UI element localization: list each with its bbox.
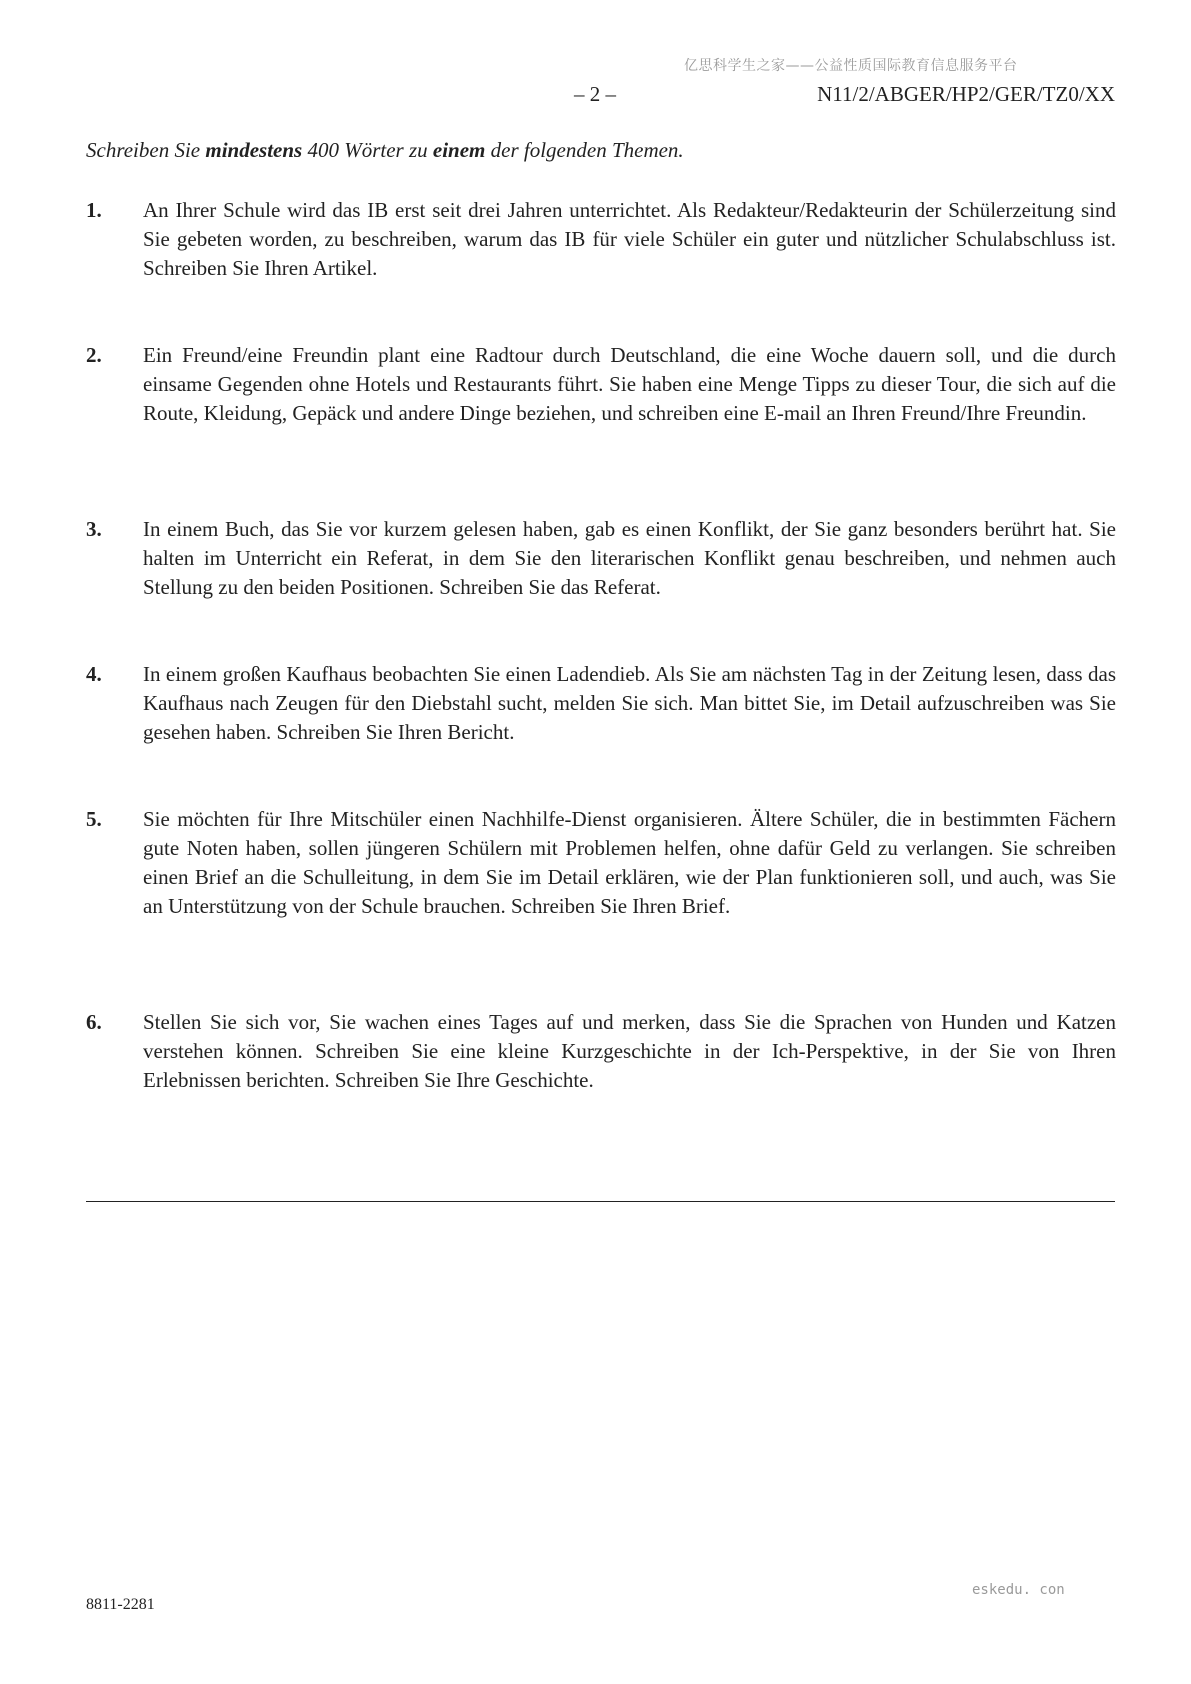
- header-watermark: 亿思科学生之家——公益性质国际教育信息服务平台: [684, 58, 1018, 74]
- question-number: 2.: [86, 343, 102, 367]
- instructions-emphasis: einem: [432, 138, 486, 162]
- question-4: [86, 660, 1116, 747]
- footer-watermark: eskedu. con: [972, 1582, 1065, 1598]
- instructions-emphasis: mindestens: [205, 138, 303, 162]
- instructions-text: Schreiben Sie: [86, 138, 206, 162]
- question-number: 1.: [86, 198, 102, 222]
- question-text: In einem großen Kaufhaus beobachten Sie einen Ladendieb. Als Sie am nächsten Tag in der Zeitung lesen, dass das Kaufhaus nach Zeugen für den Diebstahl sucht, melden Sie sich. Man bittet Sie, im Detail aufzuschreiben was Sie gesehen haben. Schreiben Sie Ihren Bericht.: [143, 662, 1116, 744]
- question-text: In einem Buch, das Sie vor kurzem gelesen haben, gab es einen Konflikt, der Sie ganz besonders berührt hat. Sie halten im Unterricht ein Referat, in dem Sie den literarischen Konflikt genau beschreiben, und nehmen auch Stellung zu den beiden Positionen. Schreiben Sie das Referat.: [143, 517, 1116, 599]
- question-text: Sie möchten für Ihre Mitschüler einen Nachhilfe-Dienst organisieren. Ältere Schüler, die in bestimmten Fächern gute Noten haben, sollen jüngeren Schülern mit Problemen helfen, ohne dafür Geld zu verlangen. Sie schreiben einen Brief an die Schulleitung, in dem Sie im Detail erklären, wie der Plan funktionieren soll, und auch, was Sie an Unterstützung von der Schule brauchen. Schreiben Sie Ihren Brief.: [143, 807, 1116, 918]
- question-text: An Ihrer Schule wird das IB erst seit drei Jahren unterrichtet. Als Redakteur/Redakteurin der Schülerzeitung sind Sie gebeten worden, zu beschreiben, warum das IB für viele Schüler ein guter und nützlicher Schulabschluss ist. Schreiben Sie Ihren Artikel.: [143, 198, 1116, 280]
- instructions: [86, 138, 1116, 163]
- question-5: [86, 805, 1116, 921]
- page-number: – 2 –: [574, 82, 616, 106]
- question-number: 6.: [86, 1010, 102, 1034]
- question-number: 4.: [86, 662, 102, 686]
- instructions-text: der folgenden Themen.: [485, 138, 684, 162]
- question-1: [86, 196, 1116, 283]
- question-number: 3.: [86, 517, 102, 541]
- question-2: [86, 341, 1116, 428]
- question-number: 5.: [86, 807, 102, 831]
- footer-code: 8811-2281: [86, 1596, 155, 1613]
- end-divider: [86, 1201, 1115, 1202]
- question-3: [86, 515, 1116, 602]
- question-text: Stellen Sie sich vor, Sie wachen eines Tages auf und merken, dass Sie die Sprachen von Hunden und Katzen verstehen können. Schreiben Sie eine kleine Kurzgeschichte in der Ich-Perspektive, in der Sie von Ihren Erlebnissen berichten. Schreiben Sie Ihre Geschichte.: [143, 1010, 1116, 1092]
- question-6: [86, 1008, 1116, 1095]
- paper-code: N11/2/ABGER/HP2/GER/TZ0/XX: [817, 82, 1115, 106]
- question-text: Ein Freund/eine Freundin plant eine Radtour durch Deutschland, die eine Woche dauern soll, und die durch einsame Gegenden ohne Hotels und Restaurants führt. Sie haben eine Menge Tipps zu dieser Tour, die sich auf die Route, Kleidung, Gepäck und andere Dinge beziehen, und schreiben eine E-mail an Ihren Freund/Ihre Freundin.: [143, 343, 1116, 425]
- instructions-text: 400 Wörter zu: [302, 138, 433, 162]
